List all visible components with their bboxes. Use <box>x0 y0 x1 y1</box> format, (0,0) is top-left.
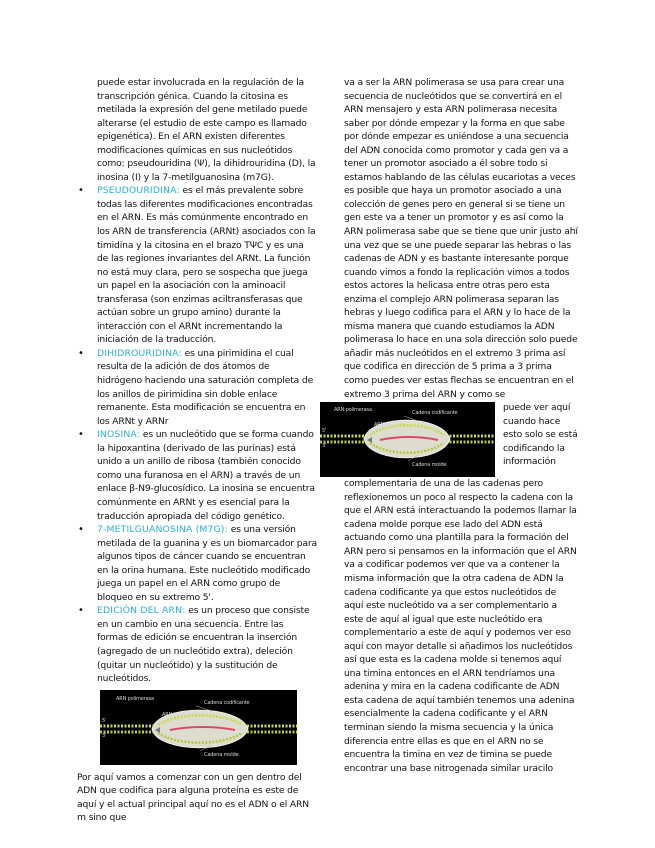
term-dihidrouridina: DIHIDROURIDINA: <box>97 347 182 359</box>
float-text: puede ver aquí cuando hace esto solo se está codificando la información <box>503 402 578 468</box>
term-pseudouridina: PSEUDOURIDINA: <box>97 185 180 197</box>
label-coding-strand: Cadena codificante <box>204 699 250 706</box>
definition-text: es un proceso que consiste en un cambio en una secuencia. Entre las formas de edición se encuentran la inserción (agregado de un nucleótido extra), deleción (quitar un nucleótido) y la sustitución de nucleótidos. <box>97 605 310 685</box>
list-item-dihidrouridina <box>77 347 317 428</box>
paragraph-bottom: complementaria de una de las cadenas pero reflexionemos un poco al respecto la cadena con la que el ARN está interactuando la podemos llamar la cadena molde porque ese lado del ADN está actuando como una plantilla para la formación del ARN pero si pensamos en la información que el ARN va a codificar podemos ver que va a contener la misma información que la otra cadena de ADN la cadena codificante ya que estos nucleótidos de aquí este nucleótido va a ser complementario a este de aquí al igual que este nucleótido era complementario a este de aquí y podemos ver eso aquí con mayor detalle si añadimos los nucleótidos así que esta es la cadena molde si tenemos aquí una timina entonces en el ARN tendríamos una adenina y mira en la cadena codificante de ADN esta cadena de aquí también tenemos una adenina esencialmente la cadena codificante y el ARN terminan siendo la misma secuencia y la única diferencia entre ellas es que en el ARN no se encuentra la timina en vez de timina se puede encontrar una base nitrogenada similar uracilo <box>344 478 577 774</box>
definition-text: es una versión metilada de la guanina y es un biomarcador para algunos tipos de cáncer cuando se encuentran en la orina humana. Este nucleótido modificado juega un papel en el ARN como grupo de bloqueo en su extremo 5'. <box>97 524 317 603</box>
label-polymerase: ARN polimerasa <box>116 695 154 702</box>
right-column <box>322 76 578 775</box>
bullet-icon: • <box>78 185 84 197</box>
transcription-figure-right <box>320 402 495 477</box>
label-rna: ARN <box>162 711 173 718</box>
transcription-figure-left <box>100 690 297 765</box>
bullet-icon: • <box>78 524 84 536</box>
list-item-metilguanosina <box>77 523 317 604</box>
label-5-prime: 5' <box>322 428 327 435</box>
label-5-prime: 5' <box>102 717 107 724</box>
definition-text: es el más prevalente sobre todas las diferentes modificaciones encontradas en el ARN. Es más comúnmente encontrado en los ARN de transferencia (ARNt) asociados con la timidina y la citosina en el brazo TΨC y es una de las regiones invariantes del ARNt. La función no está muy clara, pero se sospecha que juega un papel en la asociación con la aminoacil transferasa (son enzimas aciltransferasas que actúan sobre un grupo amino) durante la interacción con el ARNt incrementando la iniciación de la traducción. <box>97 185 316 346</box>
intro-paragraph: puede estar involucrada en la regulación de la transcripción génica. Cuando la citosina es metilada la expresión del gene metilado puede alterarse (el estudio de este campo es llamado epigenética). En el ARN existen diferentes modificaciones químicas en sus nucleótidos como: pseudouridina (Ψ), la dihidrouridina (D), la inosina (I) y la 7-metilguanosina (m7G). <box>97 77 316 183</box>
term-edicion: EDICIÓN DEL ARN: <box>97 605 186 617</box>
bullet-icon: • <box>78 429 84 441</box>
list-item-edicion <box>77 604 317 685</box>
label-rna: ARN <box>374 422 385 429</box>
left-column <box>77 76 317 825</box>
closing-paragraph: Por aquí vamos a comenzar con un gen dentro del ADN que codifica para alguna proteína es este de aquí y el actual principal aquí no es el ADN o el ARN m sino que <box>77 771 309 824</box>
list-item-pseudouridina <box>77 184 317 347</box>
label-3-prime: 3' <box>102 732 107 739</box>
definition-text: es una pirimidina el cual resulta de la adición de dos átomos de hidrógeno haciendo una saturación completa de los anillos de pirimidina sin doble enlace remanente. Esta modificación se encuentra en los ARNt y ARNr <box>97 347 314 427</box>
label-template-strand: Cadena molde <box>412 462 447 469</box>
term-inosina: INOSINA: <box>97 429 141 441</box>
label-polymerase: ARN polimerasa <box>334 407 372 414</box>
paragraph-top: va a ser la ARN polimerasa se usa para crear una secuencia de nucleótidos que se convertirá en el ARN mensajero y esta ARN polimerasa necesita saber por dónde empezar y la forma en que sabe por dónde empezar es uniéndose a una secuencia del ADN conocida como promotor y cada gen va a tener un promotor asociado a él sobre todo si estamos hablando de las células eucariotas a veces es posible que haya un promotor asociado a una colección de genes pero en general si se tiene un gen este va a tener un promotor y es así como la ARN polimerasa sabe que se tiene que unir justo ahí una vez que se une puede separar las hebras o las cadenas de ADN y es bastante interesante porque cuando vimos a fondo la replicación vimos a todos estos actores la helicasa entre otras pero esta enzima el complejo ARN polimerasa separan las hebras y luego codifica para el ARN y lo hace de la misma manera que cuando estudiamos la ADN polimerasa lo hace en una sola dirección solo puede añadir más nucleótidos en el extremo 3 prima así que codifica en dirección de 5 prima a 3 prima como puedes ver estas flechas se encuentran en el extremo 3 prima del ARN y como se <box>344 77 578 400</box>
term-metilguanosina: 7-METILGUANOSINA (M7G): <box>97 524 228 536</box>
modification-list <box>77 184 317 685</box>
bullet-icon: • <box>78 605 84 617</box>
bullet-icon: • <box>78 347 84 359</box>
definition-text: es un nucleótido que se forma cuando la hipoxantina (derivado de las purinas) está unido a un anillo de ribosa (también conocido como una furanosa en el ARN) a través de un enlace β-N9-glucosídico. La inosina se encuentra comúnmente en ARNt y es esencial para la traducción apropiada del código genético. <box>97 429 315 522</box>
label-3-prime: 3' <box>322 443 327 450</box>
label-template-strand: Cadena molde <box>204 751 239 758</box>
label-coding-strand: Cadena codificante <box>412 410 458 417</box>
list-item-inosina <box>77 428 317 523</box>
